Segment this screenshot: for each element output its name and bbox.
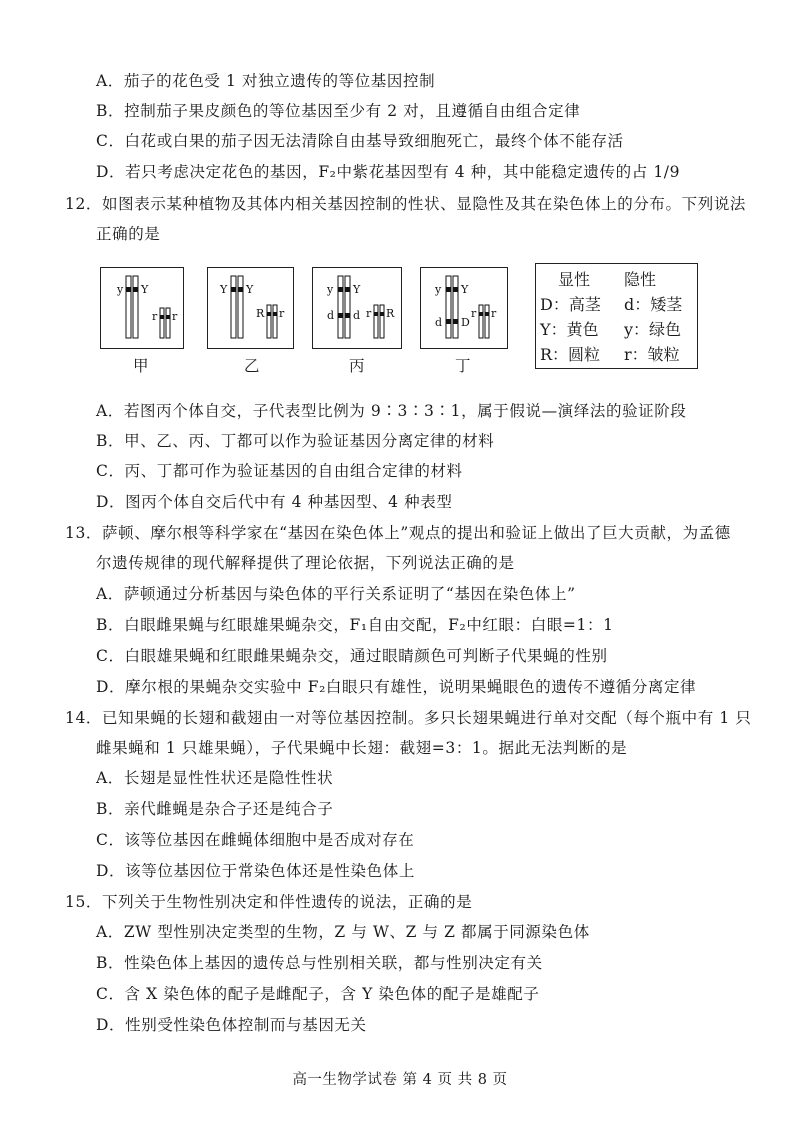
q15-stem: 15．下列关于生物性别决定和伴性遗传的说法，正确的是 [65, 893, 473, 911]
q11-option-a: A．茄子的花色受 1 对独立遗传的等位基因控制 [96, 72, 436, 90]
caption-ding: 丁 [455, 357, 471, 375]
q13-stem-line2: 尔遗传规律的现代解释提供了理论依据，下列说法正确的是 [96, 554, 515, 572]
q14-option-d: D．该等位基因位于常染色体还是性染色体上 [96, 862, 415, 880]
gene-label: r [172, 310, 178, 323]
chromosome-diagram-ding [420, 267, 508, 349]
q12-option-d: D．图丙个体自交后代中有 4 种基因型、4 种表型 [96, 493, 453, 511]
q14-option-b: B．亲代雌蝇是杂合子还是纯合子 [96, 800, 334, 818]
legend-header-recessive: 隐性 [624, 270, 657, 289]
legend-recessive-d: d：矮茎 [624, 295, 683, 314]
caption-yi: 乙 [244, 357, 260, 375]
gene-label: d [435, 316, 443, 329]
q13-stem-line1: 13．萨顿、摩尔根等科学家在“基因在染色体上”观点的提出和验证上做出了巨大贡献，为孟德 [65, 524, 731, 542]
legend-recessive-y: y：绿色 [624, 320, 682, 339]
q13-option-b: B．白眼雌果蝇与红眼雄果蝇杂交，F₁自由交配，F₂中红眼：白眼=1：1 [96, 616, 614, 634]
gene-label: Y [353, 283, 361, 296]
q11-option-b: B．控制茄子果皮颜色的等位基因至少有 2 对，且遵循自由组合定律 [96, 102, 581, 120]
caption-bing: 丙 [349, 357, 365, 375]
legend-dominant-y: Y：黄色 [540, 320, 599, 339]
gene-label: r [491, 307, 497, 320]
q15-option-c: C．含 X 染色体的配子是雌配子，含 Y 染色体的配子是雄配子 [96, 985, 540, 1003]
gene-label: y [435, 283, 442, 296]
chromosome-diagram-yi [207, 267, 294, 349]
gene-label: r [152, 310, 158, 323]
q15-option-b: B．性染色体上基因的遗传总与性别相关联，都与性别决定有关 [96, 954, 543, 972]
q13-option-c: C．白眼雄果蝇和红眼雌果蝇杂交，通过眼睛颜色可判断子代果蝇的性别 [96, 647, 608, 665]
q13-option-a: A．萨顿通过分析基因与染色体的平行关系证明了“基因在染色体上” [96, 585, 576, 603]
gene-label: Y [141, 283, 149, 296]
gene-label: R [256, 307, 265, 320]
legend-dominant-r: R：圆粒 [540, 345, 601, 364]
gene-label: d [353, 309, 361, 322]
q14-option-a: A．长翅是显性性状还是隐性性状 [96, 769, 334, 787]
legend-recessive-r: r：皱粒 [624, 345, 680, 364]
gene-label: D [461, 316, 470, 329]
q15-option-a: A．ZW 型性别决定类型的生物，Z 与 W、Z 与 Z 都属于同源染色体 [96, 923, 590, 941]
gene-label: y [117, 283, 124, 296]
legend-header-dominant: 显性 [558, 270, 591, 289]
q11-option-d: D．若只考虑决定花色的基因，F₂中紫花基因型有 4 种，其中能稳定遗传的占 1/9 [96, 163, 681, 181]
q12-stem-line1: 12．如图表示某种植物及其体内相关基因控制的性状、显隐性及其在染色体上的分布。下列说法 [65, 195, 747, 213]
q14-stem-line2: 雌果蝇和 1 只雄果蝇），子代果蝇中长翅：截翅=3：1。据此无法判断的是 [96, 739, 628, 757]
q14-option-c: C．该等位基因在雌蝇体细胞中是否成对存在 [96, 831, 415, 849]
gene-label: Y [246, 283, 254, 296]
q12-option-a: A．若图丙个体自交，子代表型比例为 9∶3∶3∶1，属于假说—演绎法的验证阶段 [96, 402, 687, 420]
q13-option-d: D．摩尔根的果蝇杂交实验中 F₂白眼只有雄性，说明果蝇眼色的遗传不遵循分离定律 [96, 678, 697, 696]
q12-option-c: C．丙、丁都可作为验证基因的自由组合定律的材料 [96, 462, 463, 480]
gene-label: r [366, 307, 372, 320]
q15-option-d: D．性别受性染色体控制而与基因无关 [96, 1016, 367, 1034]
gene-label: y [327, 283, 334, 296]
q14-stem-line1: 14．已知果蝇的长翅和截翅由一对等位基因控制。多只长翅果蝇进行单对交配（每个瓶中有 1 只 [65, 709, 752, 727]
page-footer: 高一生物学试卷 第 4 页 共 8 页 [292, 1072, 508, 1088]
gene-label: r [471, 307, 477, 320]
gene-label: d [327, 309, 335, 322]
gene-label: r [279, 307, 285, 320]
caption-jia: 甲 [133, 357, 149, 375]
gene-label: R [386, 307, 395, 320]
gene-label: Y [220, 283, 228, 296]
gene-label: Y [461, 283, 469, 296]
q12-option-b: B．甲、乙、丙、丁都可以作为验证基因分离定律的材料 [96, 432, 495, 450]
chromosome-diagram-bing [312, 267, 402, 349]
legend-dominant-d: D：高茎 [540, 295, 601, 314]
chromosome-diagram-jia [100, 267, 184, 349]
trait-legend [535, 263, 698, 369]
q12-stem-line2: 正确的是 [96, 225, 161, 243]
q11-option-c: C．白花或白果的茄子因无法清除自由基导致细胞死亡，最终个体不能存活 [96, 132, 624, 150]
